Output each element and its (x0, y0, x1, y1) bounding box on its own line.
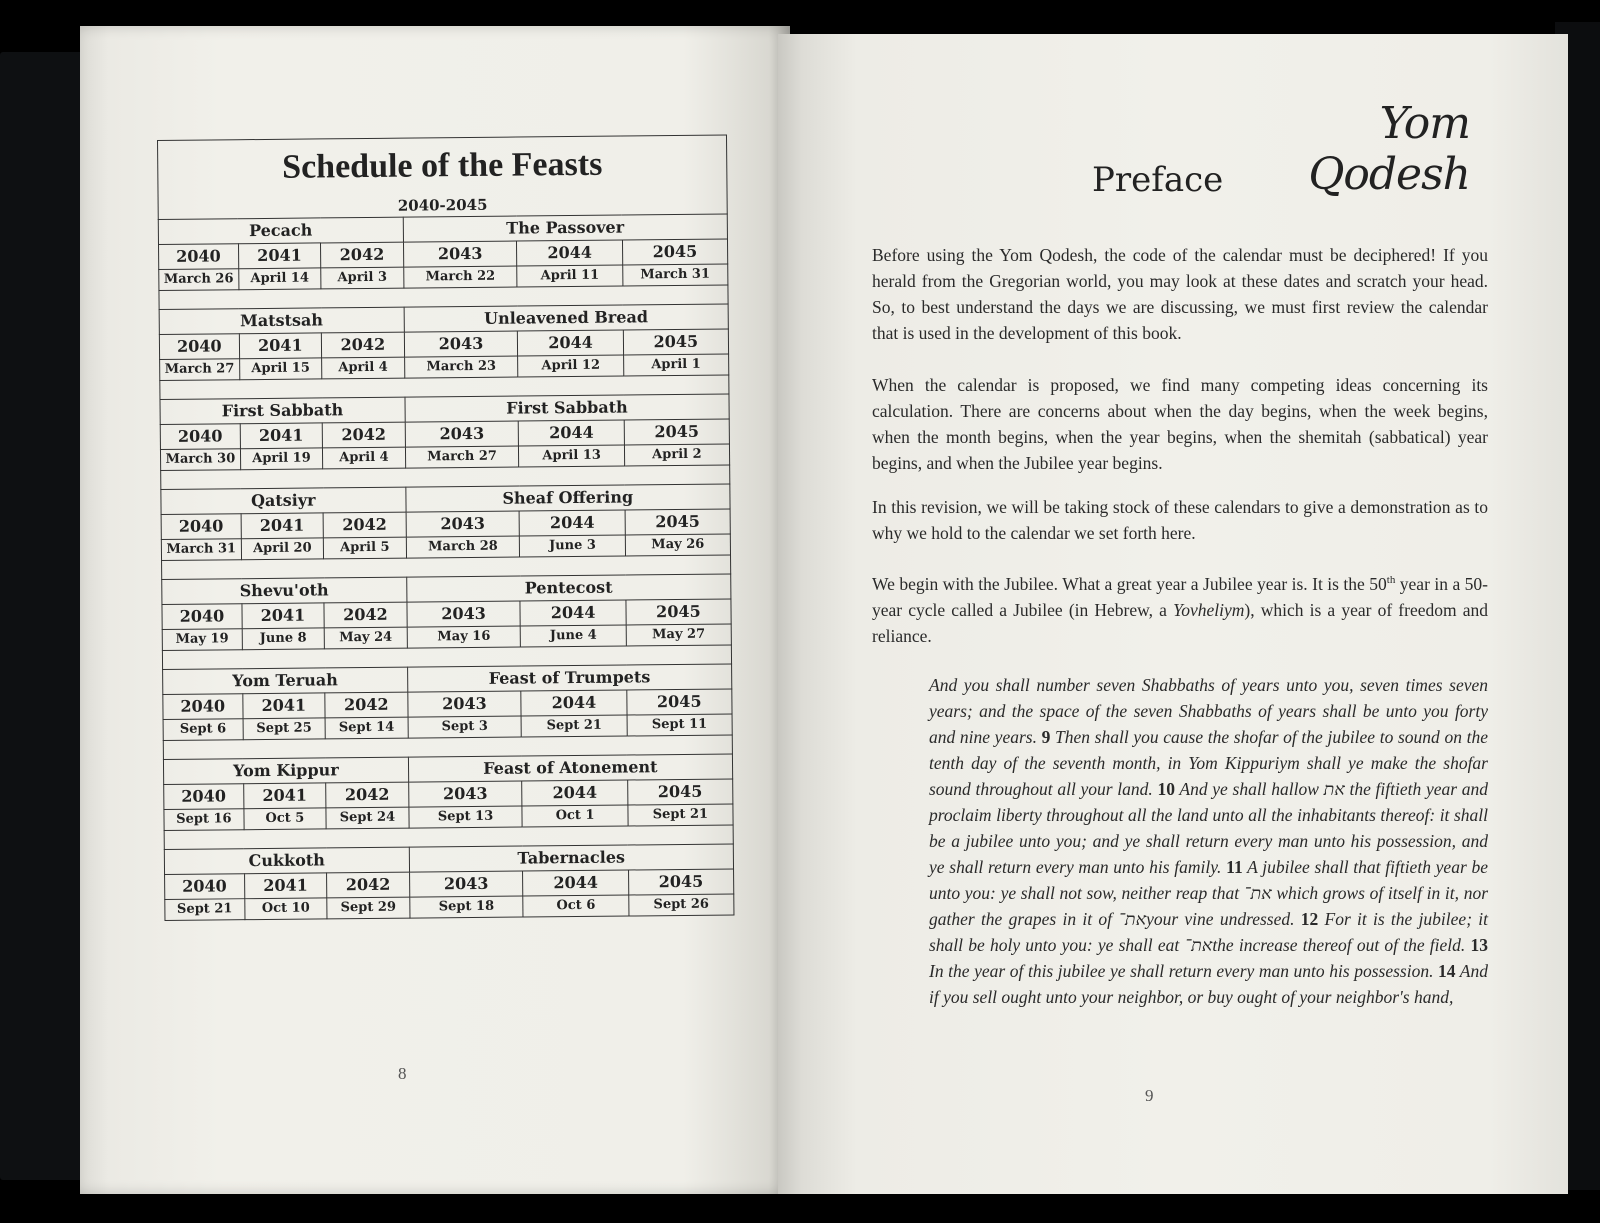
year-cell: 2043 (404, 331, 518, 357)
feast-date-cell: April 14 (238, 268, 321, 290)
paragraph-jubilee (872, 567, 1488, 649)
feast-date-cell: Sept 3 (408, 716, 522, 738)
feast-hebrew-name: Cukkoth (164, 847, 409, 874)
feast-date-cell: Sept 13 (409, 806, 523, 828)
year-cell: 2040 (160, 424, 240, 450)
year-cell: 2040 (159, 244, 239, 270)
year-cell: 2045 (623, 329, 729, 355)
feast-date-cell: March 23 (404, 356, 518, 378)
year-cell: 2040 (165, 874, 245, 900)
quote-text: And ye shall hallow את the fiftieth year and proclaim liberty throughout all the land unto all the inhabitants thereof: it shall be a jubilee unto you; and ye shall return every man unto his possession, and ye shall return every man unto his family. (929, 779, 1488, 877)
schedule-table-container (157, 135, 735, 930)
feast-hebrew-name: Qatsiyr (161, 487, 406, 514)
feast-date-cell: Sept 21 (628, 804, 733, 826)
verse-number: 10 (1157, 779, 1175, 799)
quote-text: For it is the jubilee; it shall be holy unto you: ye shall eat את־the increase thereof out of the field. (929, 909, 1489, 955)
feast-date-cell: April 1 (623, 354, 728, 376)
feast-date-cell: Sept 16 (164, 809, 244, 831)
jubilee-hebrew-term: Yovheliym (1173, 599, 1245, 620)
year-cell: 2043 (407, 691, 521, 717)
year-cell: 2044 (522, 780, 627, 806)
quote-text: In the year of this jubilee ye shall return every man unto his possession. (929, 961, 1439, 981)
feast-date-cell: March 27 (160, 359, 240, 381)
year-cell: 2045 (628, 869, 734, 895)
jubilee-text-after: ), which is a year of freedom and reliance. (872, 599, 1488, 646)
feast-date-cell: March 30 (160, 449, 240, 471)
feast-english-name: Feast of Atonement (408, 754, 733, 782)
feast-english-name: The Passover (403, 214, 728, 242)
feast-date-cell: April 13 (519, 445, 624, 467)
year-cell: 2040 (159, 334, 239, 360)
running-header: Yom Qodesh (1308, 98, 1470, 200)
feast-date-cell: April 19 (240, 448, 323, 470)
year-cell: 2042 (324, 602, 407, 628)
feast-date-cell: Sept 11 (627, 714, 732, 736)
feast-date-cell: April 4 (322, 357, 405, 379)
feast-date-cell: April 20 (241, 538, 324, 560)
schedule-title: Schedule of the Feasts (158, 135, 728, 197)
feast-date-cell: Sept 24 (326, 807, 409, 829)
year-cell: 2042 (325, 692, 408, 718)
feast-hebrew-name: Yom Kippur (163, 757, 408, 784)
feast-date-cell: Oct 10 (244, 898, 327, 920)
year-cell: 2040 (163, 694, 243, 720)
verse-number: 14 (1438, 961, 1456, 981)
jubilee-text-before: We begin with the Jubilee. What a great year a Jubilee year is. It is the 50 (872, 573, 1387, 594)
paragraph-1: Before using the Yom Qodesh, the code of the calendar must be deciphered! If you herald from the Gregorian world, you may look at these dates and scratch your head. So, to best understand the days we are discussing, we must first review the calendar that is used in the development of this book. (872, 245, 1488, 343)
feast-date-cell: April 15 (239, 358, 322, 380)
feast-hebrew-name: First Sabbath (160, 397, 405, 424)
feast-date-cell: March 27 (405, 446, 519, 468)
feast-date-cell: March 22 (403, 266, 517, 288)
feast-date-cell: April 3 (321, 267, 404, 289)
schedule-table (157, 135, 734, 921)
feast-date-cell: June 8 (242, 628, 325, 650)
year-cell: 2042 (326, 782, 409, 808)
feast-date-cell: April 11 (517, 265, 622, 287)
feast-date-cell: April 2 (624, 444, 729, 466)
year-cell: 2042 (323, 512, 406, 538)
feast-english-name: Tabernacles (409, 844, 734, 872)
verse-number: 12 (1300, 909, 1319, 929)
year-cell: 2044 (519, 420, 624, 446)
year-cell: 2041 (238, 243, 321, 269)
year-cell: 2045 (626, 599, 732, 625)
year-cell: 2040 (164, 784, 244, 810)
feast-hebrew-name: Shevu'oth (162, 577, 407, 604)
year-cell: 2044 (520, 600, 625, 626)
feast-date-cell: March 31 (161, 539, 241, 561)
verse-number: 11 (1226, 857, 1243, 877)
year-cell: 2044 (521, 690, 626, 716)
year-cell: 2041 (244, 873, 327, 899)
feast-english-name: Sheaf Offering (405, 484, 730, 512)
feast-date-cell: Sept 25 (243, 718, 326, 740)
feast-date-cell: Sept 26 (628, 894, 733, 916)
year-cell: 2041 (239, 333, 322, 359)
feast-hebrew-name: Pecach (158, 217, 403, 244)
year-cell: 2041 (241, 513, 324, 539)
jubilee-superscript: th (1386, 574, 1396, 586)
feast-english-name: Feast of Trumpets (407, 664, 732, 692)
year-cell: 2041 (242, 693, 325, 719)
year-cell: 2045 (627, 779, 733, 805)
year-cell: 2043 (407, 601, 521, 627)
year-cell: 2040 (161, 514, 241, 540)
feast-date-cell: May 27 (626, 624, 731, 646)
feast-english-name: Pentecost (406, 574, 731, 602)
feast-date-cell: Sept 29 (327, 897, 410, 919)
feast-date-cell: March 28 (406, 536, 520, 558)
feast-date-cell: May 16 (407, 626, 521, 648)
feast-date-cell: Oct 5 (244, 808, 327, 830)
feast-date-cell: April 4 (323, 447, 406, 469)
feast-date-cell: Sept 18 (409, 896, 523, 918)
feast-date-cell: Sept 14 (325, 717, 408, 739)
left-page-number: 8 (398, 1064, 407, 1083)
quote-text: Then shall you cause the shofar of the jubilee to sound on the tenth day of the seventh month, in Yom Kippuriym shall ye make the shofar sound throughout all your land. (929, 727, 1488, 799)
feast-hebrew-name: Yom Teruah (163, 667, 408, 694)
right-page-number: 9 (1145, 1086, 1154, 1105)
feast-date-cell: April 5 (323, 537, 406, 559)
feast-date-cell: Sept 21 (521, 715, 626, 737)
feast-date-cell: April 12 (518, 355, 623, 377)
year-cell: 2042 (322, 422, 405, 448)
jubilee-text-middle: year in a 50-year cycle called a Jubilee (in Hebrew, a (872, 573, 1488, 620)
feast-english-name: Unleavened Bread (404, 304, 729, 332)
feast-date-cell: Oct 6 (523, 895, 628, 917)
preface-title: Preface (1092, 160, 1224, 200)
quote-text: And if you sell ought unto your neighbor, or buy ought of your neighbor's hand, (929, 961, 1488, 1007)
year-cell: 2044 (520, 510, 625, 536)
verse-number: 9 (1041, 727, 1051, 747)
feast-date-cell: Oct 1 (522, 805, 627, 827)
year-cell: 2042 (327, 872, 410, 898)
year-cell: 2043 (403, 241, 517, 267)
year-cell: 2041 (240, 423, 323, 449)
year-cell: 2040 (162, 604, 242, 630)
year-cell: 2043 (409, 871, 523, 897)
scripture-quote (929, 672, 1488, 1010)
feast-date-cell: Sept 6 (163, 719, 243, 741)
year-cell: 2043 (408, 781, 522, 807)
feast-english-name: First Sabbath (405, 394, 730, 422)
year-cell: 2045 (627, 689, 733, 715)
year-cell: 2045 (625, 509, 731, 535)
year-cell: 2042 (321, 242, 404, 268)
year-cell: 2041 (243, 783, 326, 809)
feast-hebrew-name: Matstsah (159, 307, 404, 334)
year-cell: 2045 (624, 419, 730, 445)
verse-number: 13 (1470, 935, 1488, 955)
feast-date-cell: May 26 (625, 534, 730, 556)
paragraph-3: In this revision, we will be taking stock of these calendars to give a demonstration as to why we hold to the calendar we set forth here. (872, 497, 1488, 543)
year-cell: 2044 (518, 330, 623, 356)
year-cell: 2041 (242, 603, 325, 629)
year-cell: 2042 (322, 332, 405, 358)
paragraph-2: When the calendar is proposed, we find many competing ideas concerning its calculation. There are concerns about when the day begins, when the week begins, when the month begins, when the year begins, when the shemitah (sabbatical) year begins, and when the Jubilee year begins. (872, 375, 1488, 473)
feast-date-cell: March 31 (622, 264, 727, 286)
year-cell: 2043 (406, 511, 520, 537)
feast-date-cell: Sept 21 (165, 899, 245, 921)
quote-text: A jubilee shall that fiftieth year be unto you: ye shall not sow, neither reap that את־ which grows of itself in it, nor gather the grapes in it of את־your vine undressed. (929, 857, 1489, 929)
feast-date-cell: May 19 (162, 629, 242, 651)
feast-date-cell: May 24 (324, 627, 407, 649)
year-cell: 2044 (517, 240, 622, 266)
feast-date-cell: June 3 (520, 535, 625, 557)
schedule-year-range: 2040-2045 (158, 192, 727, 220)
feast-date-cell: March 26 (159, 269, 239, 291)
year-cell: 2043 (405, 421, 519, 447)
year-cell: 2045 (622, 239, 728, 265)
year-cell: 2044 (523, 870, 628, 896)
feast-date-cell: June 4 (521, 625, 626, 647)
quote-text: And you shall number seven Shabbaths of years unto you, seven times seven years; and the space of the seven Shabbaths of years shall be unto you forty and nine years. (929, 675, 1488, 747)
